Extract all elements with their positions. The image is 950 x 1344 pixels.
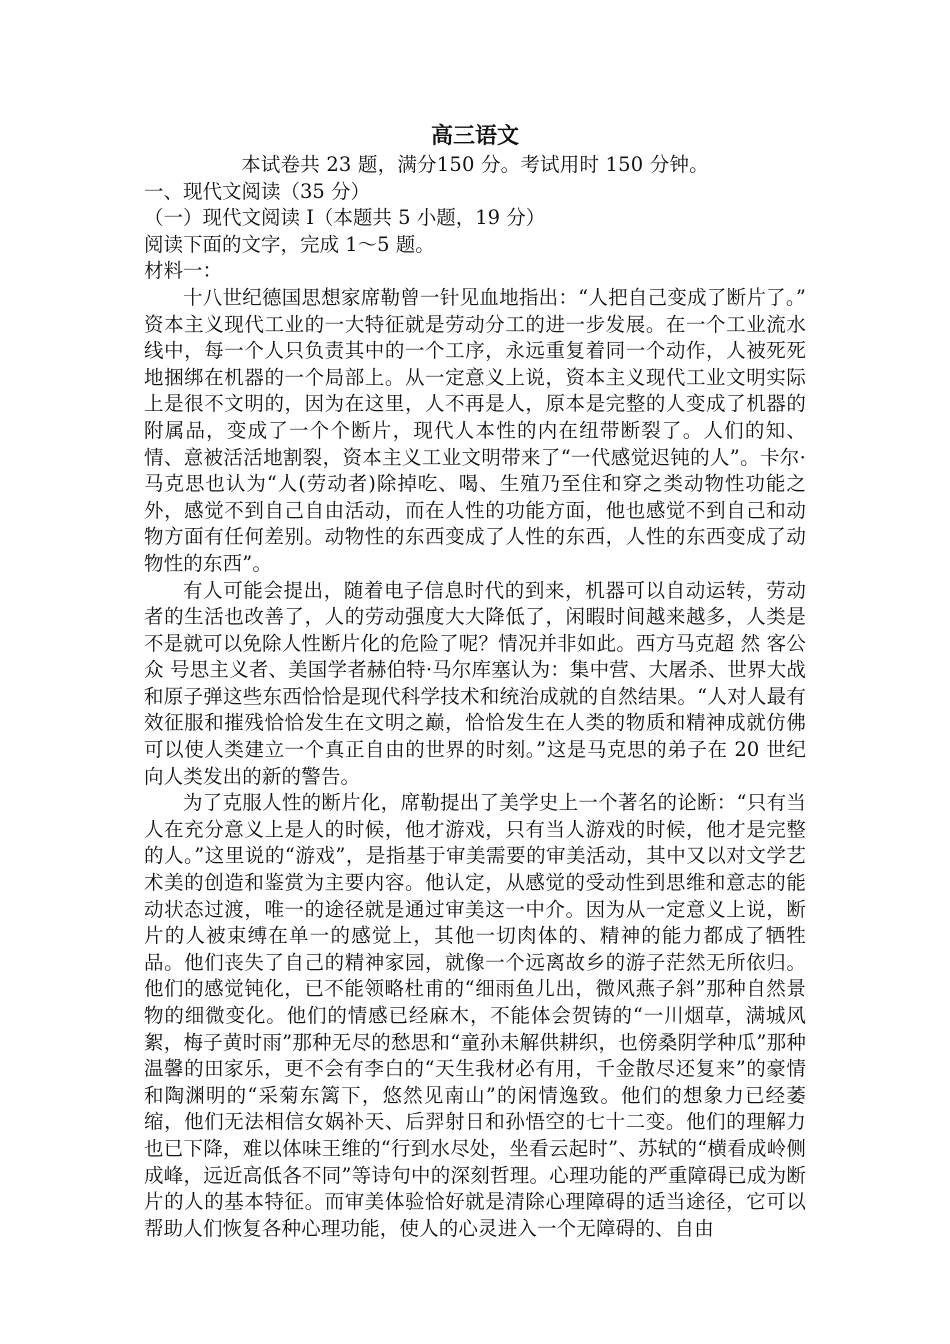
paragraph-3: 为了克服人性的断片化，席勒提出了美学史上一个著名的论断：“只有当人在充分意义上是人的时候，他才游戏，只有当人游戏的时候，他才是完整的人。”这里说的“游戏”，是指基于审美需要的审美活动，其中又以对文学艺术美的创造和鉴赏为主要内容。他认定，从感觉的受动性到思维和意志的能动状态过渡，唯一的途径就是通过审美这一中介。因为从一定意义上说，断片的人被束缚在单一的感觉上，其他一切肉体的、精神的能力都成了牺牲品。他们丧失了自己的精神家园，就像一个远离故乡的游子茫然无所依归。他们的感觉钝化，已不能领略杜甫的“细雨鱼儿出，微风燕子斜”那种自然景物的细微变化。他们的情感已经麻木，不能体会贺铸的“一川烟草，满城风絮，梅子黄时雨”那种无尽的愁思和“童孙未解供耕织，也傍桑阴学种瓜”那种温馨的田家乐，更不会有李白的“天生我材必有用，千金散尽还复来”的豪情和陶渊明的“采菊东篱下，悠然见南山”的闲情逸致。他们的想象力已经萎缩，他们无法相信女娲补天、后羿射日和孙悟空的七十二变。他们的理解力也已下降，难以体味王维的“行到水尽处，坐看云起时”、苏轼的“横看成岭侧成峰，远近高低各不同”等诗句中的深刻哲理。心理功能的严重障碍已成为断片的人的基本特征。而审美体验恰好就是清除心理障碍的适当途径，它可以帮助人们恢复各种心理功能，使人的心灵进入一个无障碍的、自由 (144, 791, 806, 1240)
exam-page (144, 122, 806, 1242)
exam-title: 高三语文 (430, 124, 519, 149)
exam-info: 本试卷共 23 题，满分150 分。考试用时 150 分钟。 (241, 153, 709, 176)
section-heading: 一、现代文阅读（35 分） (144, 179, 371, 203)
paragraph-1: 十八世纪德国思想家席勒曾一针见血地指出：“人把自己变成了断片了。” 资本主义现代工业的一大特征就是劳动分工的进一步发展。在一个工业流水线中，每一个人只负责其中的一个工序，永远重复着同一个动作，人被死死地捆绑在机器的一个局部上。从一定意义上说，资本主义现代工业文明实际上是很不文明的，因为在这里，人不再是人，原本是完整的人变成了机器的附属品，变成了一个个断片，现代人本性的内在纽带断裂了。人们的知、情、意被活活地割裂，资本主义工业文明带来了“一代感觉迟钝的人”。卡尔·马克思也认为“人(劳动者)除掉吃、喝、生殖乃至住和穿之类动物性功能之外，感觉不到自己自由活动，而在人性的功能方面，他也感觉不到自己和动物方面有任何差别。动物性的东西变成了人性的东西，人性的东西变成了动物性的东西”。 (144, 285, 806, 575)
paragraph-2: 有人可能会提出，随着电子信息时代的到来，机器可以自动运转，劳动者的生活也改善了，人的劳动强度大大降低了，闲暇时间越来越多，人类是不是就可以免除人性断片化的危险了呢？情况并非如此。西方马克超 然 客公 众 号思主义者、美国学者赫伯特·马尔库塞认为：集中营、大屠杀、世界大战和原子弹这些东西恰恰是现代科学技术和统治成就的自然结果。“人对人最有效征服和摧残恰恰发生在文明之巅，恰恰发生在人类的物质和精神成就仿佛可以使人类建立一个真正自由的世界的时刻。”这是马克思的弟子在 20 世纪向人类发出的新的警告。 (144, 578, 806, 788)
material-label: 材料一： (144, 259, 223, 283)
reading-instruction: 阅读下面的文字，完成 1～5 题。 (144, 232, 435, 256)
subsection-heading: （一）现代文阅读 I（本题共 5 小题，19 分） (144, 206, 546, 230)
